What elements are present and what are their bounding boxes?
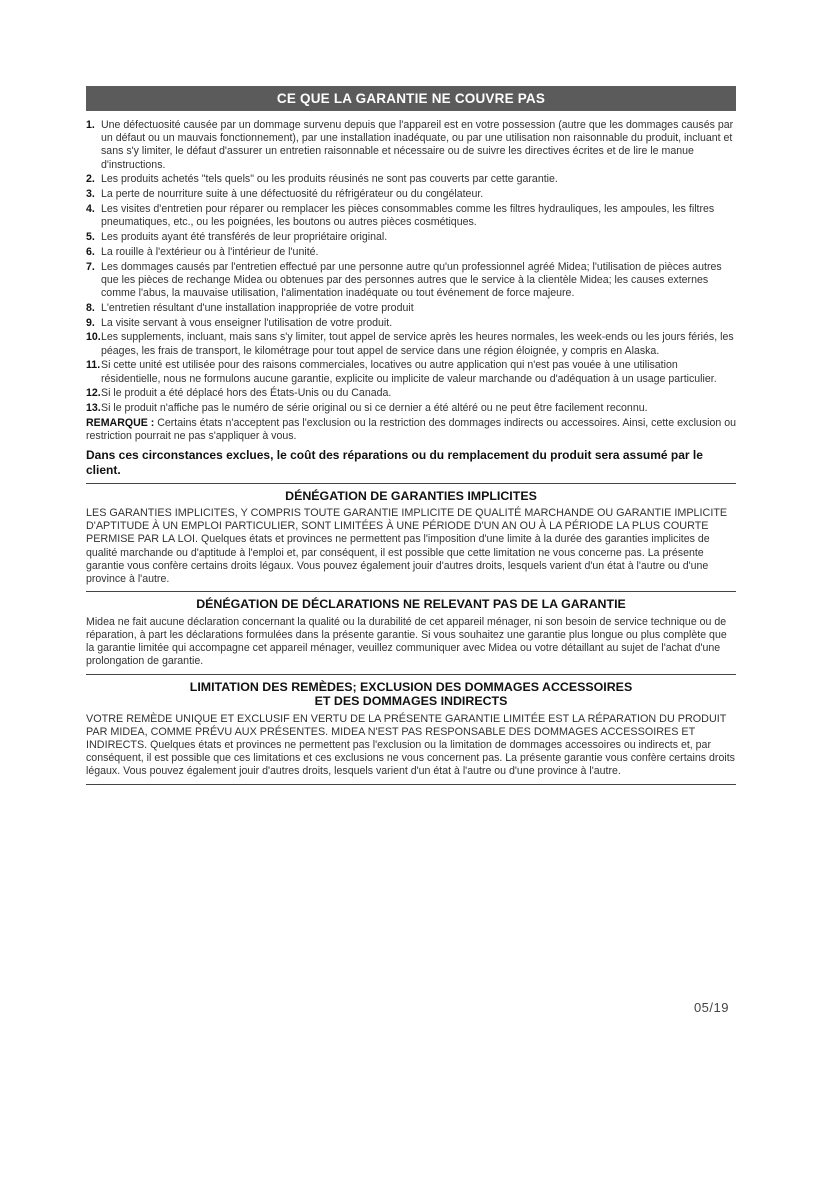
- item-text: Les dommages causés par l'entretien effectué par une personne autre qu'un professionnel agréé Midea; l'utilisation de pièces autres que les pièces de rechange Midea ou obtenues par des personnes autres que le service à la clientèle Midea; les causes externes comme l'abus, la mauvaise utilisation, l'alimentation inadéquate ou tout événement de force majeure.: [101, 260, 722, 299]
- remedies-title: [86, 680, 736, 709]
- list-item: [86, 402, 736, 415]
- implied-warranty-text: Quelques états et provinces ne permettent pas l'imposition d'une limite à la durée des garanties implicites de qualité marchande ou d'aptitude à l'emploi et, par conséquent, il est possible que cette limitation ne vous concerne pas. La présente garantie vous confère certains droits légaux. Vous pouvez également jouir d'autres droits, lesquels varient d'un état à l'autre ou d'une province à l'autre.: [86, 533, 710, 586]
- item-number: 6.: [86, 245, 95, 258]
- remedies-body: [86, 713, 736, 779]
- implied-warranty-caps: LES GARANTIES IMPLICITES, Y COMPRIS TOUTE GARANTIE IMPLICITE DE QUALITÉ MARCHANDE OU GARANTIE IMPLICITE D'APTITUDE À UN EMPLOI PARTICULIER, SONT LIMITÉES À UNE PÉRIODE D'UN AN OU À LA PÉRIODE LA PLUS COURTE PERMISE PAR LA LOI.: [86, 507, 728, 546]
- remarque-text: Certains états n'acceptent pas l'exclusion ou la restriction des dommages indirects ou accessoires. Ainsi, cette exclusion ou restriction pourrait ne pas s'appliquer à vous.: [86, 416, 736, 443]
- item-number: 3.: [86, 188, 95, 201]
- list-item: [86, 173, 736, 186]
- implied-warranty-body: [86, 507, 736, 586]
- item-text: L'entretien résultant d'une installation inappropriée de votre produit: [101, 301, 414, 314]
- list-item: [86, 302, 736, 315]
- exclusions-banner: CE QUE LA GARANTIE NE COUVRE PAS: [86, 86, 736, 111]
- representations-body: Midea ne fait aucune déclaration concernant la qualité ou la durabilité de cet appareil ménager, ni son besoin de service technique ou de réparation, à part les déclarations formulées dans la présente garantie. Si vous souhaitez une garantie plus longue ou plus complète que la garantie limitée qui accompagne cet appareil ménager, veuillez communiquer avec Midea ou votre détaillant au sujet de l'achat d'une prolongation de garantie.: [86, 615, 727, 668]
- client-cost-note: Dans ces circonstances exclues, le coût des réparations ou du remplacement du produit sera assumé par le client.: [86, 448, 703, 477]
- list-item: [86, 331, 736, 357]
- section-divider: [86, 483, 736, 484]
- remedies-title-line1: LIMITATION DES REMÈDES; EXCLUSION DES DOMMAGES ACCESSOIRES: [189, 679, 633, 694]
- item-number: 5.: [86, 231, 95, 243]
- list-item: [86, 203, 736, 229]
- exclusions-list: [86, 119, 736, 415]
- list-item: [86, 387, 736, 400]
- list-item: [86, 246, 736, 259]
- remedies-caps: VOTRE REMÈDE UNIQUE ET EXCLUSIF EN VERTU DE LA PRÉSENTE GARANTIE LIMITÉE EST LA RÉPARATION DU PRODUIT PAR MIDEA, COMME PRÉVU AUX PRÉSENTES. MIDEA N'EST PAS RESPONSABLE DES DOMMAGES ACCESSOIRES ET INDIRECTS.: [86, 712, 727, 752]
- item-text: Les produits achetés "tels quels" ou les produits réusinés ne sont pas couverts par cette garantie.: [101, 173, 558, 186]
- representations-title: DÉNÉGATION DE DÉCLARATIONS NE RELEVANT PAS DE LA GARANTIE: [196, 597, 626, 612]
- implied-warranty-title: DÉNÉGATION DE GARANTIES IMPLICITES: [285, 488, 537, 503]
- list-item: [86, 188, 736, 201]
- item-text: La visite servant à vous enseigner l'utilisation de votre produit.: [101, 316, 393, 329]
- list-item: [86, 119, 736, 172]
- section-divider: [86, 674, 736, 675]
- item-text: Les produits ayant été transférés de leur propriétaire original.: [101, 231, 388, 243]
- item-text: Si cette unité est utilisée pour des raisons commerciales, locatives ou autre application qui n'est pas vouée à une utilisation résidentielle, nous ne formulons aucune garantie, explicite ou implicite de valeur marchande ou d'adéquation à un usage particulier.: [101, 359, 717, 385]
- item-text: La rouille à l'extérieur ou à l'intérieur de l'unité.: [101, 245, 319, 258]
- remedies-text: Quelques états et provinces ne permettent pas l'exclusion ou la limitation de dommages accessoires ou indirects et, par conséquent, il est possible que ces limitations et ces exclusions ne vous concernent pas. La présente garantie vous confère certains droits légaux. Vous pouvez également jouir d'autres droits, lesquels varient d'un état à l'autre ou d'une province à l'autre.: [86, 739, 735, 778]
- page-number: 05/19: [693, 1000, 729, 1015]
- item-number: 10.: [86, 331, 101, 344]
- item-text: La perte de nourriture suite à une défectuosité du réfrigérateur ou du congélateur.: [101, 188, 484, 201]
- item-number: 1.: [86, 119, 95, 131]
- remarque-label: REMARQUE :: [86, 416, 155, 429]
- list-item: [86, 261, 736, 301]
- item-number: 4.: [86, 203, 95, 215]
- section-divider: [86, 784, 736, 785]
- remarque-note: [86, 417, 736, 443]
- remedies-title-line2: ET DES DOMMAGES INDIRECTS: [314, 694, 508, 709]
- item-number: 9.: [86, 316, 95, 329]
- list-item: [86, 317, 736, 330]
- item-text: Si le produit n'affiche pas le numéro de série original ou si ce dernier a été altéré ou ne peut être facilement reconnu.: [101, 402, 648, 415]
- item-text: Si le produit a été déplacé hors des États-Unis ou du Canada.: [101, 387, 392, 400]
- item-number: 12.: [86, 387, 101, 400]
- list-item: [86, 359, 736, 385]
- list-item: [86, 231, 736, 244]
- section-divider: [86, 591, 736, 592]
- warranty-page: [86, 86, 736, 785]
- item-text: Les visites d'entretien pour réparer ou remplacer les pièces consommables comme les filtres hydrauliques, les ampoules, les filtres pneumatiques, etc., ou les poignées, les boutons ou autres pièces cosmétiques.: [101, 203, 715, 229]
- item-text: Les supplements, incluant, mais sans s'y limiter, tout appel de service après les heures normales, les week-ends ou les jours fériés, les péages, les frais de transport, le kilométrage pour tout appel de service dans une région éloignée, y compris en Alaska.: [101, 331, 734, 357]
- item-number: 13.: [86, 402, 101, 415]
- item-number: 7.: [86, 260, 95, 273]
- item-number: 8.: [86, 301, 95, 314]
- item-number: 11.: [86, 359, 101, 372]
- item-text: Une défectuosité causée par un dommage survenu depuis que l'appareil est en votre possession (autre que les dommages causés par un défaut ou un mauvais fonctionnement), par une installation inadéquate, ou par une utilisation non raisonnable du produit, incluant et sans s'y limiter, le défaut d'assurer un entretien raisonnable et nécessaire ou de suivre les directives écrites et de lire le manue d'instructions.: [101, 119, 734, 171]
- item-number: 2.: [86, 173, 95, 186]
